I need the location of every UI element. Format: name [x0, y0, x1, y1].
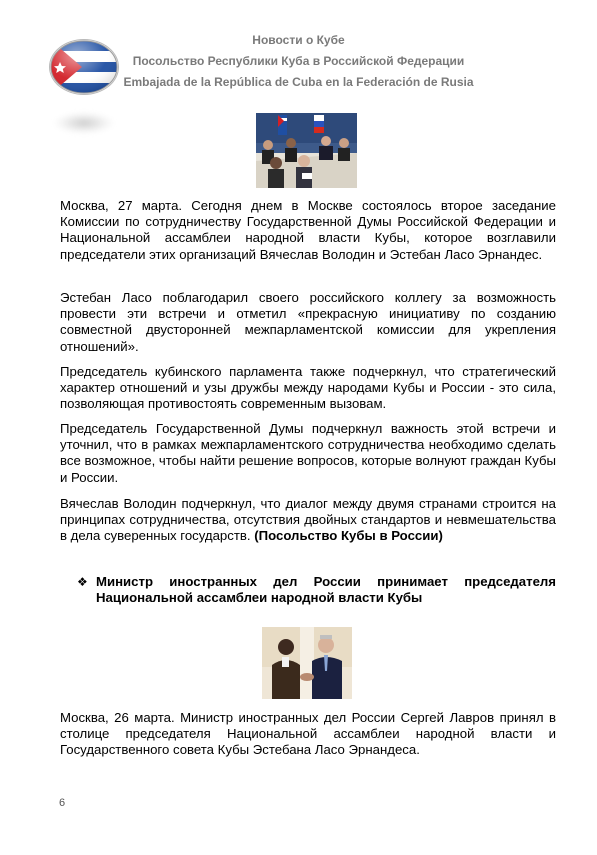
article-paragraph: Москва, 26 марта. Министр иностранных дел России Сергей Лавров принял в столице председателя Национальной ассамблеи народной власти и Государственного совета Кубы Эстебана Ласо Эрнандеса.	[60, 710, 556, 758]
page-number: 6	[59, 797, 66, 809]
article-source: (Посольство Кубы в России)	[254, 528, 443, 544]
article-paragraph-with-source	[60, 496, 556, 545]
handshake-photo	[262, 627, 352, 699]
article-paragraph: Эстебан Ласо поблагодарил своего российского коллегу за возможность провести эти встречи и отметил «прекрасную инициативу по созданию совместной двусторонней межпарламентской комиссии для укрепления отношений».	[60, 290, 556, 354]
logo-shadow	[54, 112, 114, 134]
article-paragraph: Председатель Государственной Думы подчеркнул важность этой встречи и уточнил, что в рамках межпарламентского сотрудничества необходимо сделать все возможное, чтобы найти решение вопросов, которые волнуют граждан Кубы и России.	[60, 421, 556, 485]
meeting-photo	[256, 113, 357, 188]
diamond-bullet-icon: ❖	[77, 575, 88, 589]
header-embassy-ru: Посольство Республики Куба в Российской Федерации	[132, 54, 465, 68]
cuban-flag-logo	[48, 38, 120, 96]
header-title: Новости о Кубе	[252, 33, 345, 47]
header-embassy-es: Embajada de la República de Cuba en la Federación de Rusia	[123, 75, 474, 89]
article-paragraph: Председатель кубинского парламента также подчеркнул, что стратегический характер отношений и узы дружбы между народами Кубы и России - это сила, позволяющая противостоять современным вызовам.	[60, 364, 556, 412]
headline-text: Министр иностранных дел России принимает председателя Национальной ассамблеи народной власти Кубы	[96, 574, 556, 606]
article-paragraph: Москва, 27 марта. Сегодня днем в Москве состоялось второе заседание Комиссии по сотрудничеству Государственной Думы Российской Федерации и Национальной ассамблеи народной власти Кубы, которое возглавили председатели этих организаций Вячеслав Володин и Эстебан Ласо Эрнандес.	[60, 198, 556, 262]
article-paragraph-text: Вячеслав Володин подчеркнул, что диалог между двумя странами строится на принципах сотрудничества, отсутствия двойных стандартов и невмешательства в дела суверенных государств.	[60, 496, 556, 544]
